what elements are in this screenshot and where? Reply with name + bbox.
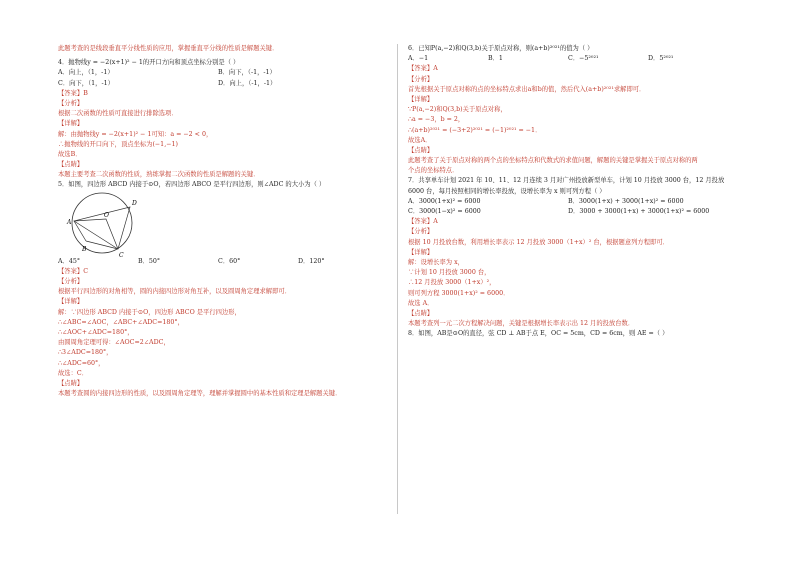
- q7-comment: 本题考查列一元二次方程解决问题，关键是根据增长率表示出 12 月的投放台数．: [408, 320, 635, 328]
- q7-option-d: D．3000 + 3000(1+x) + 3000(1+x)² = 6000: [568, 208, 710, 215]
- label-d: D: [132, 199, 137, 207]
- q5-detail-line: 由圆周角定理可得：∠AOC=2∠ADC，: [58, 339, 170, 347]
- q7-detail-line: 则可列方程 3000(1+x)² = 6000．: [408, 289, 510, 297]
- q6-stem: 6．已知P(a,−2)和Q(3,b)关于原点对称，则(a+b)²⁰²¹的值为（ ）: [408, 45, 594, 52]
- q5-analysis-tag: 【分析】: [58, 278, 84, 285]
- q5-comment-tag: 【点睛】: [58, 379, 84, 387]
- label-a: A: [67, 218, 72, 226]
- q4-stem: 4．抛物线y = −2(x+1)² − 1的开口方向和顶点坐标分别是（ ）: [58, 59, 240, 67]
- q6-option-b: B．1: [488, 55, 503, 63]
- q6-comment: 此题考查了关于原点对称的两个点的坐标特点和代数式的求值问题，解题的关键是掌握关于原点对称的两: [408, 157, 698, 165]
- q6-options: [408, 54, 738, 64]
- intro-note: 此题考查的是线段垂直平分线性质的应用，掌握垂直平分线的性质是解题关键．: [58, 45, 279, 52]
- q4-option-c: C．向下，（1，-1）: [58, 79, 114, 87]
- q6-detail-line: ∵P(a,−2)和Q(3,b)关于原点对称，: [408, 106, 507, 114]
- q5-detail-line: ∴∠AOC+∠ADC=180°，: [58, 328, 134, 336]
- q5-detail-line: ∴3∠ADC=180°，: [58, 349, 113, 357]
- circle-quadrilateral-diagram: [62, 191, 142, 257]
- q6-comment: 个点的坐标特点．: [408, 167, 459, 175]
- q7-detail-line: ∵计划 10 月投放 3000 台，: [408, 269, 491, 277]
- q4-detail-line: 故选B．: [58, 150, 82, 158]
- q6-analysis: 首先根据关于原点对称的点的坐标特点求出a和b的值，然后代入(a+b)²⁰²¹求解即可．: [408, 85, 646, 93]
- q6-option-c: C．−5²⁰²¹: [568, 55, 599, 63]
- q5-figure: [58, 191, 388, 257]
- q4-detail-tag: 【详解】: [58, 120, 84, 128]
- q7-option-a: A．3000(1+x)² = 6000: [408, 197, 481, 205]
- q6-detail-line: ∴(a+b)²⁰²¹ = (−3+2)²⁰²¹ = (−1)²⁰²¹ = −1．: [408, 126, 542, 134]
- circle-o: [72, 193, 132, 253]
- q7-option-b: B．3000(1+x) + 3000(1+x)² = 6000: [568, 197, 684, 205]
- q4-option-d: D．向上，（-1，-1）: [218, 79, 277, 87]
- q6-detail-tag: 【详解】: [408, 95, 434, 103]
- q4-analysis-tag: 【分析】: [58, 99, 84, 107]
- q4-option-a: A．向上，（1，-1）: [58, 69, 114, 77]
- q7-detail-tag: 【详解】: [408, 248, 434, 256]
- q5-answer: 【答案】C: [58, 267, 89, 275]
- q7-option-c: C．3000(1−x)² = 6000: [408, 208, 481, 215]
- left-column: [58, 44, 388, 399]
- q6-detail-line: ∴a = −3，b = 2，: [408, 116, 465, 124]
- q6-answer: 【答案】A: [408, 65, 438, 73]
- quad-edges: [74, 207, 130, 249]
- q8-stem: 8．如图，AB是⊙O的直径，弦 CD ⊥ AB于点 E，OC = 5cm，CD = 6cm，则 AE =（ ）: [408, 330, 669, 338]
- q4-comment: 本题主要考查二次函数的性质，熟练掌握二次函数的性质是解题的关键．: [58, 171, 260, 179]
- q4-analysis: 根据二次函数的性质可直接进行排除选项．: [58, 110, 178, 118]
- label-c: C: [119, 251, 124, 257]
- q5-option-c: C．60°: [218, 257, 241, 265]
- q5-detail-line: ∴∠ABC=∠AOC，∠ABC+∠ADC=180°，: [58, 318, 184, 326]
- edge-bc: [86, 241, 118, 249]
- q7-options-row1: [408, 197, 738, 207]
- q4-answer: 【答案】B: [58, 89, 88, 97]
- q5-option-d: D．120°: [298, 257, 325, 265]
- q6-detail-line: 故选A．: [408, 136, 432, 144]
- right-column: [408, 44, 738, 339]
- q5-detail-line: 解：∵四边形 ABCD 内接于⊙O，四边形 ABCO 是平行四边形，: [58, 308, 241, 316]
- q4-detail-line: ∴抛物线的开口向下，顶点坐标为(−1,−1): [58, 140, 178, 148]
- label-b: B: [82, 245, 87, 253]
- q7-comment-tag: 【点睛】: [408, 309, 434, 317]
- q5-stem: 5．如图，四边形 ABCD 内接于⊙O，若四边形 ABCO 是平行四边形，则∠ADC 的大小为（ ）: [58, 181, 326, 189]
- q4-options-row2: [58, 79, 388, 89]
- column-divider: [397, 44, 398, 514]
- q5-detail-line: ∴∠ADC=60°，: [58, 359, 105, 367]
- q7-stem: 6000 台，每月按照相同的增长率投放，设增长率为 x 则可列方程（ ）: [408, 187, 606, 195]
- q5-comment: 本题考查圆的内接四边形的性质，以及圆周角定理等，理解并掌握圆中的基本性质和定理是解题关键．: [58, 390, 342, 398]
- q6-analysis-tag: 【分析】: [408, 75, 434, 83]
- q7-stem: 7．共享单车计划 2021 年 10、11、12 月连续 3 月对广州投放新型单车，计划 10 月投放 3000 台，12 月投放: [408, 177, 725, 185]
- label-o: O: [104, 211, 109, 219]
- q7-detail-line: 故选 A．: [408, 299, 434, 307]
- q7-answer: 【答案】A: [408, 218, 438, 226]
- q5-option-a: A．45°: [58, 257, 81, 265]
- q7-options-row2: [408, 207, 738, 217]
- q5-detail-line: 故选：C．: [58, 369, 89, 377]
- q7-analysis: 根据 10 月投放台数，利用增长率表示 12 月投放 3000（1+x）² 台，根据题意列方程即可．: [408, 238, 669, 246]
- q4-detail-line: 解：由抛物线y = −2(x+1)² − 1可知：a = −2 < 0，: [58, 130, 213, 138]
- q4-comment-tag: 【点睛】: [58, 161, 84, 169]
- q7-analysis-tag: 【分析】: [408, 228, 434, 236]
- q5-detail-tag: 【详解】: [58, 298, 84, 306]
- q6-option-d: D．5²⁰²¹: [648, 55, 674, 63]
- q6-option-a: A．−1: [408, 55, 429, 63]
- q7-detail-line: 解：设增长率为 x，: [408, 258, 464, 266]
- q6-comment-tag: 【点睛】: [408, 146, 434, 154]
- q7-detail-line: ∴12 月投放 3000（1+x）²，: [408, 279, 496, 287]
- q5-options: [58, 257, 388, 267]
- q4-option-b: B．向下，（-1，-1）: [218, 69, 276, 77]
- q5-option-b: B．50°: [138, 257, 161, 265]
- q5-analysis: 根据平行四边形的对角相等，圆的内接四边形对角互补，以及圆周角定理求解即可．: [58, 288, 291, 296]
- q4-options-row1: [58, 68, 388, 78]
